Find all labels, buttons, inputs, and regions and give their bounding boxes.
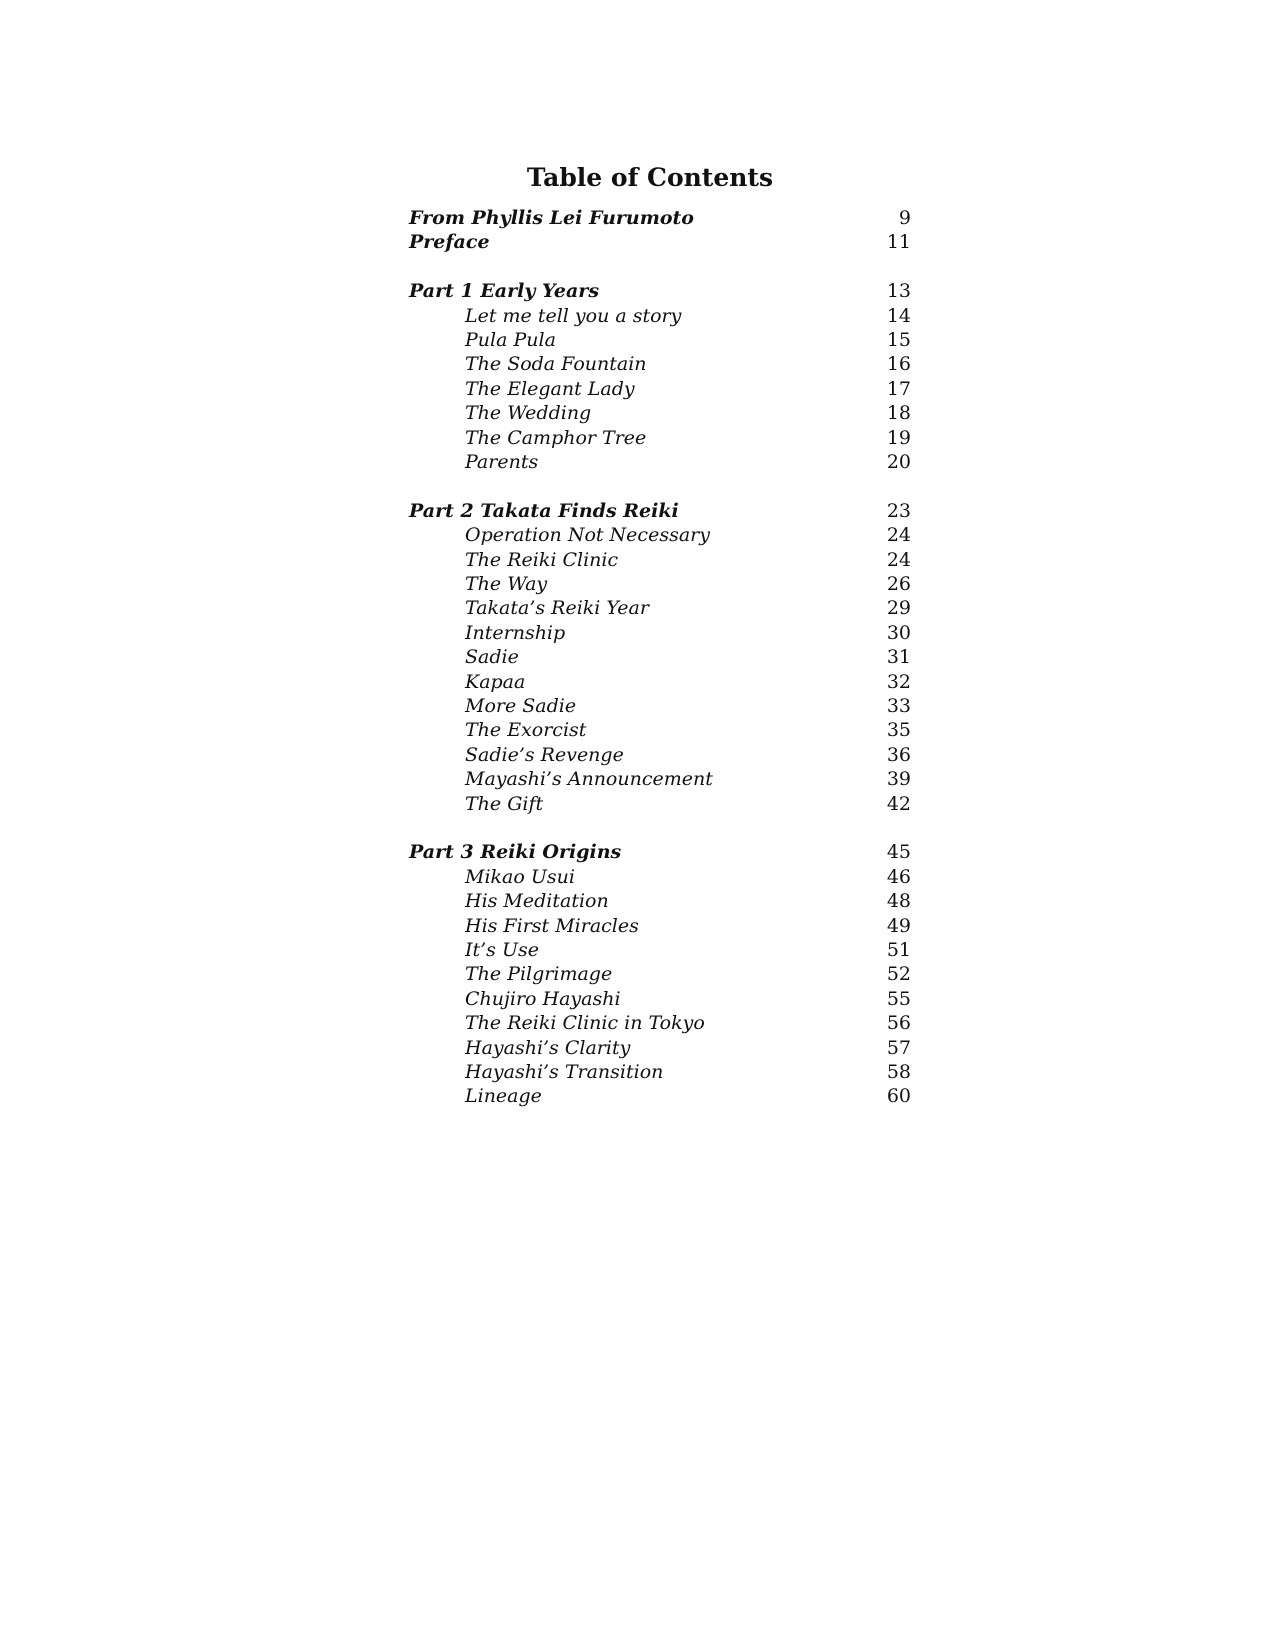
toc-entry	[409, 1011, 911, 1035]
toc-entry-title: Lineage	[465, 1085, 542, 1108]
toc-entry-title: The Gift	[465, 792, 544, 815]
toc-page-number: 52	[886, 963, 911, 986]
toc-entry-title: Hayashi’s Clarity	[465, 1036, 631, 1059]
toc-entry	[409, 548, 911, 572]
toc-page-number: 17	[886, 377, 911, 400]
toc-entry	[409, 670, 911, 694]
toc-entry	[409, 938, 911, 962]
toc-entry-title: Pula Pula	[465, 329, 556, 352]
toc-entry-title: The Pilgrimage	[465, 963, 613, 986]
toc-entry-title: More Sadie	[465, 695, 577, 718]
toc-entry	[409, 572, 911, 596]
toc-section-entry	[409, 206, 911, 230]
toc-page-number: 24	[886, 524, 911, 547]
toc-page-number: 15	[886, 329, 911, 352]
toc-page-number: 32	[886, 670, 911, 693]
toc-page-number: 19	[886, 426, 911, 449]
toc-entry-title: The Way	[465, 573, 548, 596]
toc-entry-title: The Elegant Lady	[465, 377, 635, 400]
toc-page-number: 16	[886, 353, 911, 376]
toc-entry-title: Part 3 Reiki Origins	[409, 841, 622, 864]
toc-entry	[409, 621, 911, 645]
toc-entry	[409, 401, 911, 425]
toc-entry-title: His First Miracles	[465, 914, 639, 937]
toc-group	[409, 840, 911, 1108]
toc-page-number: 39	[886, 768, 911, 791]
toc-page-number: 51	[886, 939, 911, 962]
toc-entry	[409, 645, 911, 669]
toc-entry	[409, 889, 911, 913]
toc-group	[409, 279, 911, 474]
toc-entry-title: Operation Not Necessary	[465, 524, 710, 547]
toc-entry-title: The Exorcist	[465, 719, 587, 742]
toc-entry-title: Mikao Usui	[465, 865, 575, 888]
toc-entry-title: Internship	[465, 621, 566, 644]
table-of-contents	[409, 206, 911, 1133]
toc-entry-title: The Camphor Tree	[465, 426, 647, 449]
toc-entry	[409, 865, 911, 889]
toc-entry-title: Sadie	[465, 646, 519, 669]
toc-entry-title: It’s Use	[465, 939, 539, 962]
toc-entry	[409, 328, 911, 352]
toc-entry	[409, 1060, 911, 1084]
toc-page-number: 46	[886, 865, 911, 888]
toc-page-number: 24	[886, 548, 911, 571]
toc-page-number: 36	[886, 743, 911, 766]
toc-entry	[409, 1036, 911, 1060]
toc-page-number: 9	[898, 207, 911, 229]
toc-entry	[409, 914, 911, 938]
toc-page-number: 31	[886, 646, 911, 669]
toc-entry	[409, 523, 911, 547]
toc-group	[409, 499, 911, 816]
toc-entry-title: The Soda Fountain	[465, 353, 647, 376]
toc-group	[409, 206, 911, 255]
toc-page-number: 58	[886, 1061, 911, 1083]
toc-entry-title: Hayashi’s Transition	[465, 1061, 664, 1083]
toc-entry	[409, 426, 911, 450]
toc-entry-title: Part 1 Early Years	[409, 280, 600, 303]
toc-entry-title: Preface	[409, 231, 490, 254]
toc-page-number: 20	[886, 451, 911, 474]
toc-entry-title: Mayashi’s Announcement	[465, 768, 713, 791]
toc-entry-title: The Wedding	[465, 402, 592, 425]
toc-page-number: 49	[886, 914, 911, 937]
toc-page-number: 55	[886, 987, 911, 1010]
toc-entry-title: The Reiki Clinic	[465, 548, 619, 571]
toc-entry	[409, 987, 911, 1011]
toc-section-entry	[409, 230, 911, 254]
toc-entry-title: Kapaa	[465, 670, 526, 693]
toc-page-number: 33	[886, 695, 911, 718]
toc-entry-title: Takata’s Reiki Year	[465, 597, 649, 620]
toc-entry	[409, 596, 911, 620]
toc-entry	[409, 450, 911, 474]
toc-entry-title: His Meditation	[465, 890, 609, 913]
toc-section-entry	[409, 840, 911, 864]
toc-entry	[409, 694, 911, 718]
toc-page-number: 13	[886, 280, 911, 303]
toc-entry-title: Chujiro Hayashi	[465, 987, 621, 1010]
toc-page-number: 57	[886, 1036, 911, 1059]
toc-page-number: 29	[886, 597, 911, 620]
toc-page-number: 48	[886, 890, 911, 913]
toc-page-number: 30	[886, 621, 911, 644]
toc-page-number: 18	[886, 402, 911, 425]
toc-entry	[409, 377, 911, 401]
toc-entry-title: Parents	[465, 451, 539, 474]
toc-page-number: 35	[886, 719, 911, 742]
toc-page-number: 42	[886, 792, 911, 815]
toc-entry	[409, 352, 911, 376]
toc-page-number: 11	[886, 231, 911, 254]
toc-entry	[409, 767, 911, 791]
toc-entry	[409, 304, 911, 328]
toc-page-number: 26	[886, 573, 911, 596]
page-title: Table of Contents	[526, 163, 774, 192]
toc-page-number: 14	[886, 304, 911, 327]
toc-entry	[409, 718, 911, 742]
toc-section-entry	[409, 279, 911, 303]
toc-entry	[409, 743, 911, 767]
toc-page-number: 60	[886, 1085, 911, 1108]
toc-entry-title: Part 2 Takata Finds Reiki	[409, 499, 679, 522]
toc-entry	[409, 792, 911, 816]
toc-section-entry	[409, 499, 911, 523]
toc-entry	[409, 962, 911, 986]
toc-page-number: 45	[886, 841, 911, 864]
toc-entry-title: Sadie’s Revenge	[465, 743, 624, 766]
toc-entry-title: Let me tell you a story	[465, 304, 682, 327]
toc-entry-title: From Phyllis Lei Furumoto	[409, 207, 694, 229]
toc-page-number: 56	[886, 1012, 911, 1035]
toc-entry-title: The Reiki Clinic in Tokyo	[465, 1012, 705, 1035]
toc-page-number: 23	[886, 499, 911, 522]
toc-entry	[409, 1084, 911, 1108]
